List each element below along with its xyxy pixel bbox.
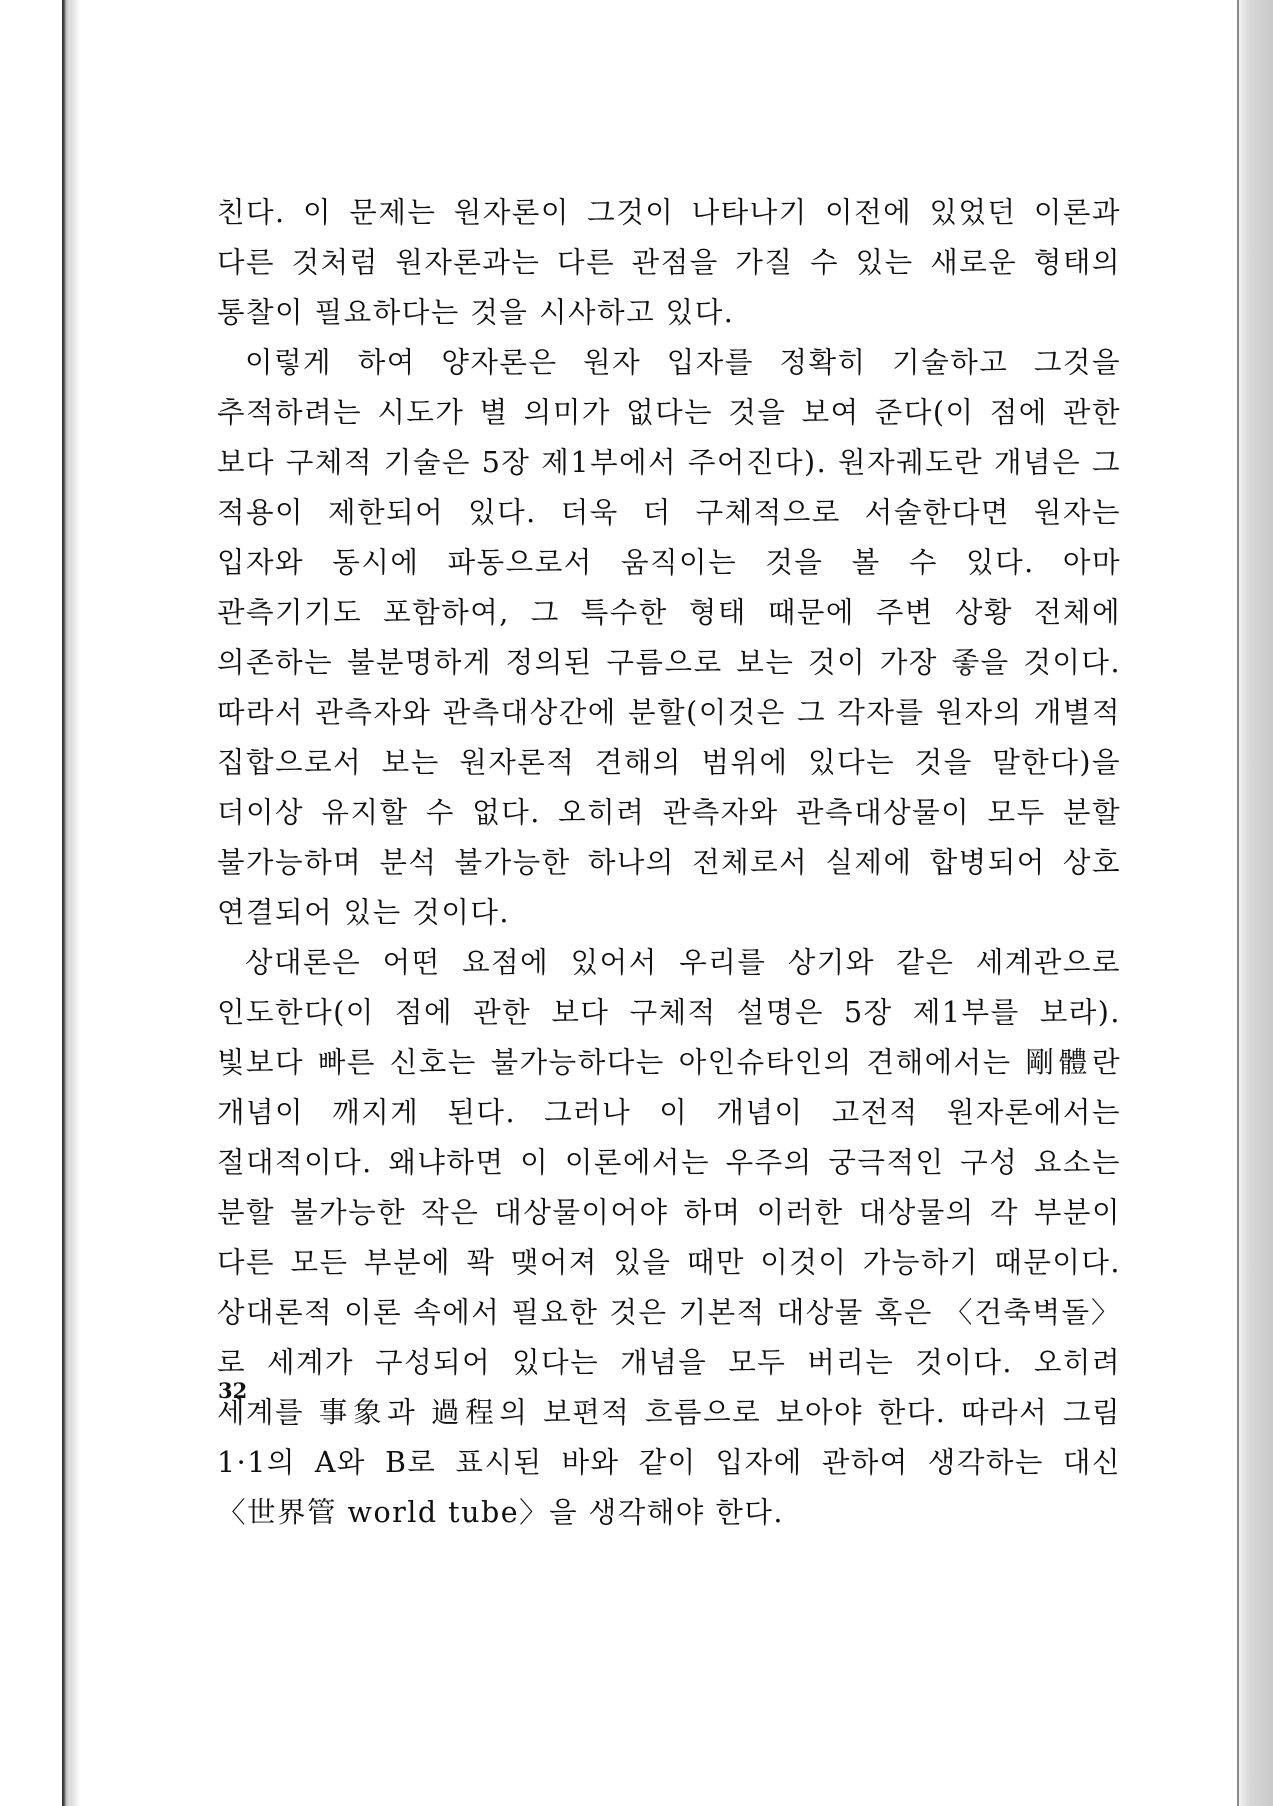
paragraph-3: 상대론은 어떤 요점에 있어서 우리를 상기와 같은 세계관으로 인도한다(이 점에 관한 보다 구체적 설명은 5장 제1부를 보라). 빛보다 빠른 신호는 불가능하다는 아인슈타인의 견해에서는 剛體란 개념이 깨지게 된다. 그러나 이 개념이 고전적 원자론에서는 절대적이다. 왜냐하면 이 이론에서는 우주의 궁극적인 구성 요소는 분할 불가능한 작은 대상물이어야 하며 이러한 대상물의 각 부분이 다른 모든 부분에 꽉 맺어져 있을 때만 이것이 가능하기 때문이다. 상대론적 이론 속에서 필요한 것은 기본적 대상물 혹은 〈건축벽돌〉로 세계가 구성되어 있다는 개념을 모두 버리는 것이다. 오히려 세계를 事象과 過程의 보편적 흐름으로 보아야 한다. 따라서 그림 1·1의 A와 B로 표시된 바와 같이 입자에 관하여 생각하는 대신 〈世界管 world tube〉을 생각해야 한다. [217, 946, 1121, 1529]
book-spine-edge [62, 0, 70, 1806]
spine-shadow [70, 0, 80, 1806]
paragraph-2: 이렇게 하여 양자론은 원자 입자를 정확히 기술하고 그것을 추적하려는 시도가 별 의미가 없다는 것을 보여 준다(이 점에 관한 보다 구체적 기술은 5장 제1부에서 주어진다). 원자궤도란 개념은 그 적용이 제한되어 있다. 더욱 더 구체적으로 서술한다면 원자는 입자와 동시에 파동으로서 움직이는 것을 볼 수 있다. 아마 관측기기도 포함하여, 그 특수한 형태 때문에 주변 상황 전체에 의존하는 불분명하게 정의된 구름으로 보는 것이 가장 좋을 것이다. 따라서 관측자와 관측대상간에 분할(이것은 그 각자를 원자의 개별적 집합으로서 보는 원자론적 견해의 범위에 있다는 것을 말한다)을 더이상 유지할 수 없다. 오히려 관측자와 관측대상물이 모두 분할 불가능하며 분석 불가능한 하나의 전체로서 실제에 합병되어 상호 연결되어 있는 것이다. [217, 346, 1121, 929]
page-edge-shadow [1239, 0, 1273, 1806]
paragraph-1: 친다. 이 문제는 원자론이 그것이 나타나기 이전에 있었던 이론과 다른 것처럼 원자론과는 다른 관점을 가질 수 있는 새로운 형태의 통찰이 필요하다는 것을 시사하고 있다. [217, 196, 1121, 329]
body-text [217, 188, 1121, 1538]
page-number: 32 [218, 1378, 248, 1403]
